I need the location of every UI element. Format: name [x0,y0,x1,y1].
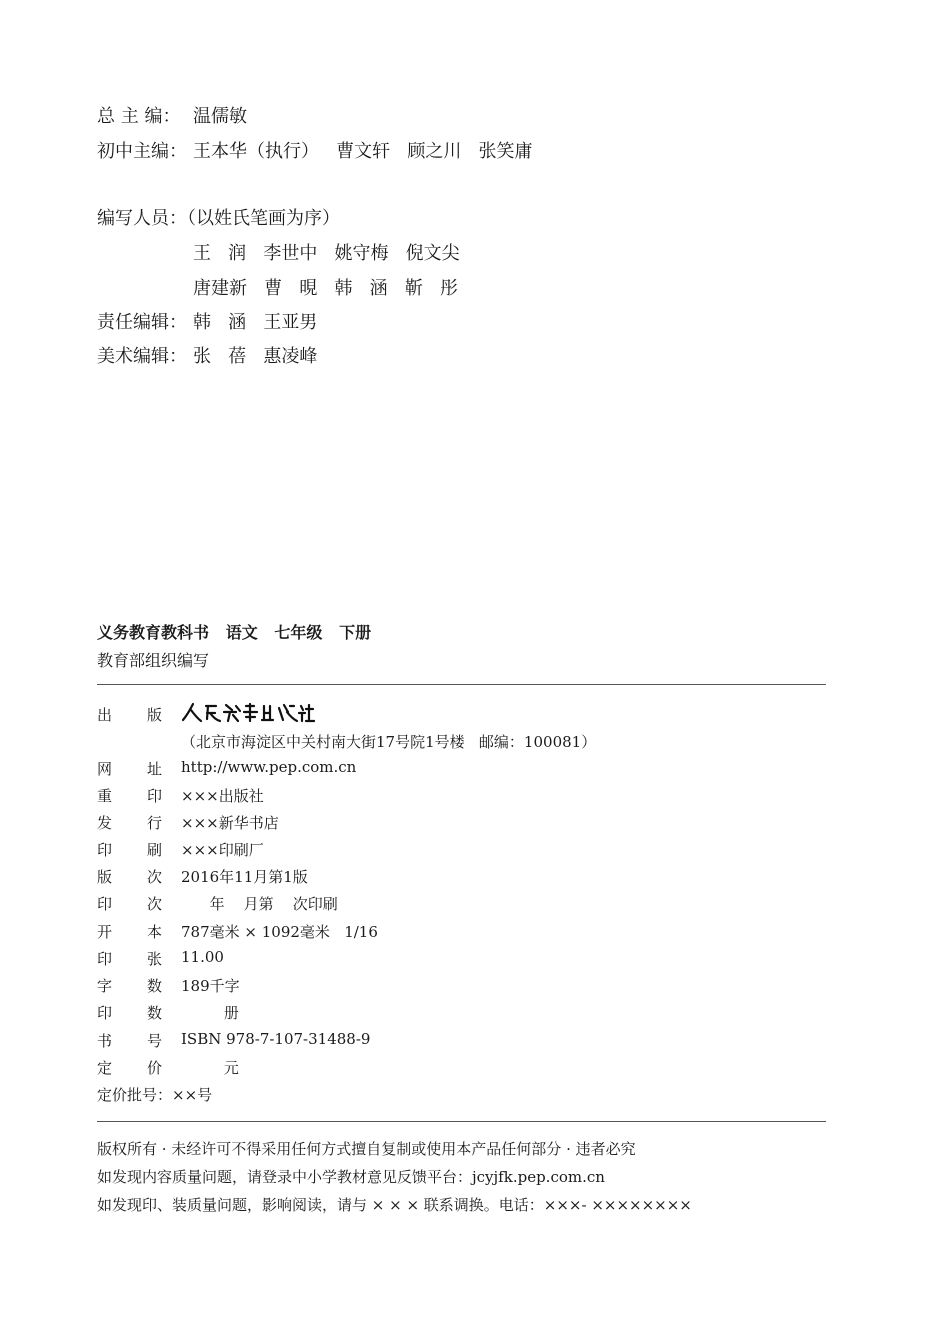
art-editor-label: 美术编辑： [97,346,187,367]
detail-key-2: 印 [147,787,163,805]
detail-key-1: 印 [97,950,113,968]
detail-key-2: 刷 [147,841,163,859]
detail-key-2: 次 [147,868,163,886]
detail-key-1: 版 [97,868,113,886]
print-issue-notice: 如发现印、装质量问题，影响阅读，请与 × × × 联系调换。电话：×××- ×××××××× [97,1196,692,1214]
chief-editor-name: 温儒敏 [193,106,247,127]
detail-value: （北京市海淀区中关村南大街17号院1号楼 邮编：100081） [181,733,597,751]
detail-value: 元 [181,1059,239,1077]
divider-top [97,684,826,685]
publisher-logo [180,702,315,724]
detail-key-1: 印 [97,1004,113,1022]
detail-key-2: 行 [147,814,163,832]
detail-key-2: 数 [147,1004,163,1022]
divider-bottom [97,1121,826,1122]
detail-value: 册 [181,1004,239,1022]
detail-key-1: 网 [97,760,113,778]
detail-key-2: 价 [147,1059,163,1077]
detail-key-1: 重 [97,787,113,805]
junior-editor-label: 初中主编： [97,141,187,162]
book-title: 义务教育教科书 语文 七年级 下册 [97,623,372,642]
price-approval: 定价批号：××号 [97,1086,213,1104]
detail-key-2: 版 [147,706,163,724]
detail-value: ISBN 978-7-107-31488-9 [181,1030,371,1048]
art-editor-names: 张 蓓 惠凌峰 [193,346,318,367]
junior-editor-names: 王本华（执行） 曹文轩 顾之川 张笑庸 [193,141,533,162]
detail-key-2: 数 [147,977,163,995]
detail-value: 787毫米 × 1092毫米 1/16 [181,923,378,941]
detail-key-1: 出 [97,706,113,724]
detail-key-2: 张 [147,950,163,968]
detail-key-1: 印 [97,895,113,913]
writers-line-1: 王 润 李世中 姚守梅 倪文尖 [193,243,460,264]
detail-value: ×××出版社 [181,787,264,805]
detail-key-2: 次 [147,895,163,913]
detail-value: 11.00 [181,948,224,966]
detail-key-1: 发 [97,814,113,832]
chief-editor-label: 总 主 编： [97,106,181,127]
quality-feedback-notice: 如发现内容质量问题，请登录中小学教材意见反馈平台：jcyjfk.pep.com.cn [97,1168,605,1186]
detail-key-1: 字 [97,977,113,995]
responsible-editor-names: 韩 涵 王亚男 [193,312,318,333]
responsible-editor-label: 责任编辑： [97,312,187,333]
detail-key-2: 号 [147,1032,163,1050]
detail-key-1: 开 [97,923,113,941]
copyright-notice: 版权所有 · 未经许可不得采用任何方式擅自复制或使用本产品任何部分 · 违者必究 [97,1140,636,1158]
detail-key-1: 印 [97,841,113,859]
detail-value: http://www.pep.com.cn [181,758,357,776]
detail-value: 189千字 [181,977,240,995]
detail-key-2: 本 [147,923,163,941]
detail-key-1: 书 [97,1032,113,1050]
detail-key-2: 址 [147,760,163,778]
detail-value: ×××新华书店 [181,814,279,832]
detail-key-1: 定 [97,1059,113,1077]
writers-line-2: 唐建新 曹 晛 韩 涵 靳 彤 [193,278,458,299]
compiled-by: 教育部组织编写 [97,651,210,670]
detail-value: 2016年11月第1版 [181,868,308,886]
detail-value: ×××印刷厂 [181,841,264,859]
writers-label: 编写人员：（以姓氏笔画为序） [97,208,340,229]
detail-value: 年 月第 次印刷 [181,895,338,913]
